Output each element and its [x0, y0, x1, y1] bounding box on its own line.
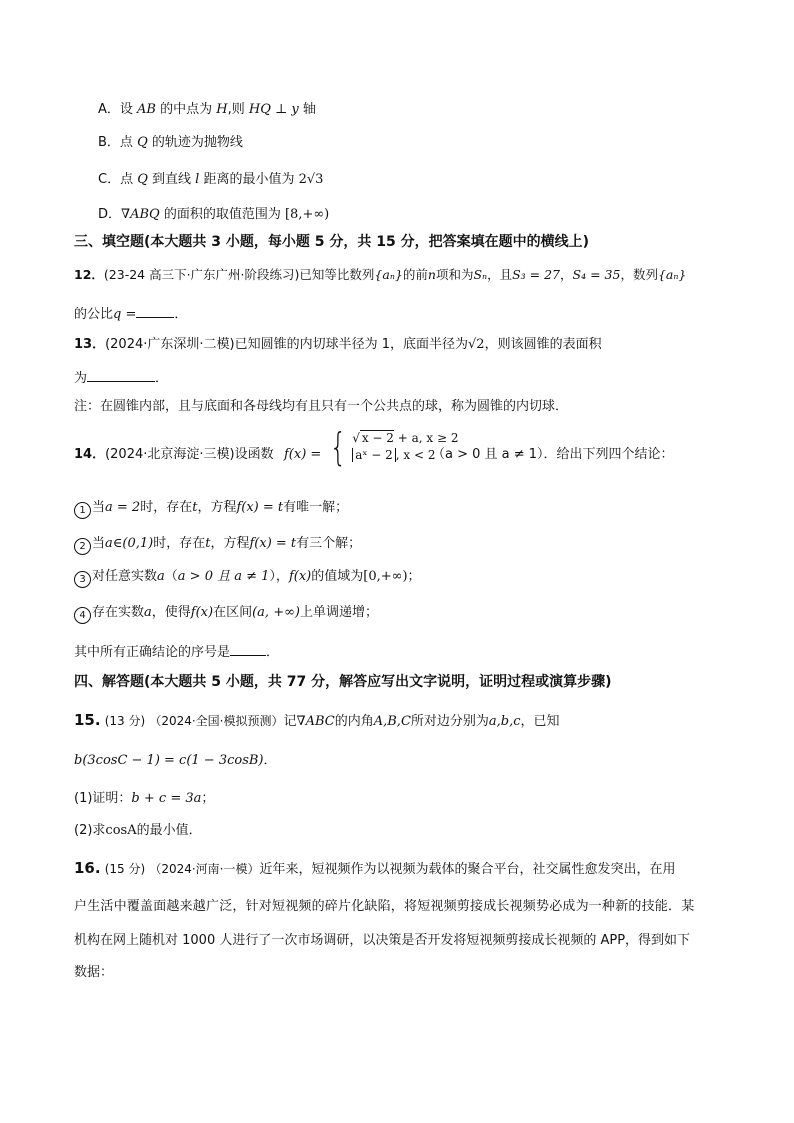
option-b: [98, 134, 243, 152]
text: ．: [263, 753, 277, 768]
function-name: f(x) =: [284, 447, 322, 462]
text: 时，存在: [153, 536, 206, 551]
text: 为: [74, 371, 88, 386]
statement-4: [74, 604, 378, 624]
math: f(x) = t: [236, 500, 284, 515]
option-d: [98, 206, 329, 224]
math: a = 2: [105, 500, 141, 515]
case-condition: , x < 2: [395, 448, 436, 462]
text: 到直线: [147, 172, 196, 187]
case-1: √ x − 2 + a, x ≥ 2: [352, 431, 459, 445]
option-c: [98, 171, 323, 189]
text: 的前: [402, 267, 428, 282]
answer-blank[interactable]: [136, 303, 174, 318]
brace-icon: {: [329, 425, 347, 469]
math: {aₙ}: [374, 267, 403, 282]
text: 的内角: [334, 714, 374, 729]
text: 在区间: [213, 605, 253, 620]
text: 的公比: [74, 307, 114, 322]
math: 2√3: [298, 172, 324, 187]
text: 的最小值．: [136, 823, 202, 838]
text: 项和为: [435, 267, 474, 282]
question-12-line-2: [74, 303, 187, 324]
question-14-ask: [74, 641, 279, 662]
text: 所对边分别为: [410, 714, 489, 729]
text: ,则: [227, 102, 249, 117]
math: a: [157, 569, 165, 584]
answer-blank[interactable]: [230, 641, 266, 656]
math: S₄ = 35: [572, 267, 621, 282]
math: a,b,c: [488, 714, 521, 729]
text: ，数列: [620, 267, 658, 282]
text: 设函数: [234, 447, 274, 462]
option-a: [98, 101, 316, 119]
text: 已知等比数列: [299, 267, 375, 282]
text: 近年来，短视频作为以视频为载体的聚合平台，社交属性愈发突出，在用: [259, 862, 676, 877]
question-number: 15.: [74, 711, 101, 729]
option-label: D．: [98, 207, 122, 222]
math: b + c = 3a: [131, 791, 202, 806]
text: (1)证明：: [74, 791, 132, 806]
question-16-line-4: 数据：: [74, 965, 114, 980]
text: 已知圆锥的内切球半径为 1，底面半径为: [234, 337, 468, 352]
question-source: (23-24 高三下·广东广州·阶段练习): [103, 267, 300, 282]
statement-2: [74, 535, 361, 555]
answer-blank[interactable]: [87, 367, 155, 382]
math: cosA: [105, 823, 137, 838]
math: [0,+∞): [363, 569, 408, 584]
text: ，方程: [197, 500, 237, 515]
math: Q: [137, 135, 148, 150]
text: 上单调递增；: [300, 605, 379, 620]
math: H: [216, 102, 228, 117]
math: [8,+∞): [284, 207, 330, 222]
question-13-line-1: [74, 336, 602, 354]
math: ∇ABQ: [121, 207, 160, 222]
option-label: C．: [98, 172, 121, 187]
math: t: [192, 500, 198, 515]
question-15-part-1: [74, 790, 214, 808]
statement-1: [74, 499, 348, 519]
radicand: x − 2: [361, 431, 394, 445]
text: 对任意实数: [92, 569, 158, 584]
question-number: 16.: [74, 859, 101, 877]
text: 设: [119, 102, 138, 117]
math: a: [144, 605, 152, 620]
text: 有唯一解；: [283, 500, 349, 515]
math: f(x): [190, 605, 214, 620]
question-source: （2024·全国·模拟预测）: [149, 714, 284, 728]
question-number: 12．: [74, 267, 104, 282]
text: （: [164, 569, 178, 584]
math: √2: [468, 337, 485, 352]
text: ．: [174, 307, 188, 322]
question-source: (2024·广东深圳·二模): [105, 337, 235, 352]
math: f(x): [288, 569, 312, 584]
question-16-line-2: 户生活中覆盖面越来越广泛，针对短视频的碎片化缺陷，将短视频剪接成长视频势必成为一种新的技能．某: [74, 899, 695, 914]
text: ．: [266, 645, 280, 660]
text: ，方程: [210, 536, 250, 551]
text: 存在实数: [92, 605, 145, 620]
question-16-line-3: 机构在网上随机对 1000 人进行了一次市场调研，以决策是否开发将短视频剪接成长视频的 APP，得到如下: [74, 933, 691, 948]
text: ，使得: [151, 605, 191, 620]
math: a∈(0,1): [105, 536, 154, 551]
option-label: B．: [98, 135, 120, 150]
text: 的面积的取值范围为: [159, 207, 285, 222]
question-13-note: 注：在圆锥内部，且与底面和各母线均有且只有一个公共点的球，称为圆锥的内切球．: [74, 399, 569, 414]
math: ∇ABC: [296, 714, 335, 729]
math: AB: [137, 102, 156, 117]
math: b(3cosC − 1) = c(1 − 3cosB): [74, 753, 264, 768]
question-16-line-1: [74, 859, 676, 879]
math: HQ ⊥ y: [248, 102, 299, 117]
question-score: (15 分): [104, 862, 146, 876]
question-12-line-1: [74, 266, 686, 284]
circled-number: 3: [74, 571, 91, 588]
question-score: (13 分): [104, 714, 146, 728]
text: (2)求: [74, 823, 106, 838]
text: 有三个解；: [296, 536, 362, 551]
question-14-intro: [74, 446, 274, 464]
text: 点: [120, 172, 138, 187]
question-13-line-2: [74, 367, 168, 388]
math: Sₙ: [473, 267, 488, 282]
math: n: [427, 267, 436, 282]
text: ，则该圆锥的表面积: [484, 337, 602, 352]
question-source: (2024·北京海淀·三模): [105, 447, 235, 462]
text: 的中点为: [156, 102, 217, 117]
text: ，: [560, 267, 573, 282]
math: Q: [137, 172, 148, 187]
math: (a, +∞): [252, 605, 300, 620]
question-15-part-2: [74, 822, 202, 840]
math: f(x) = t: [249, 536, 297, 551]
text: ），: [269, 569, 289, 584]
question-number: 14．: [74, 447, 106, 462]
text: 轴: [298, 102, 316, 117]
question-15-line-1: [74, 711, 560, 731]
text: 的轨迹为抛物线: [147, 135, 243, 150]
math: q =: [113, 307, 137, 322]
text: 当: [92, 500, 106, 515]
question-number: 13．: [74, 337, 106, 352]
math: A,B,C: [373, 714, 411, 729]
question-15-equation: [74, 752, 277, 770]
math: t: [205, 536, 211, 551]
text: 记: [283, 714, 297, 729]
text: ，且: [487, 267, 513, 282]
text: 当: [92, 536, 106, 551]
math: l: [195, 172, 200, 187]
text: ；: [407, 569, 421, 584]
absolute-value: aˣ − 2: [352, 448, 396, 462]
text: ．: [155, 371, 169, 386]
circled-number: 4: [74, 607, 91, 624]
text: ，已知: [520, 714, 560, 729]
math: a > 0 且 a ≠ 1: [177, 569, 270, 584]
text: 距离的最小值为: [199, 172, 299, 187]
circled-number: 1: [74, 502, 91, 519]
math: {aₙ}: [657, 267, 687, 282]
statement-3: [74, 568, 421, 588]
text: 时，存在: [140, 500, 193, 515]
question-14-condition: （a > 0 且 a ≠ 1）．给出下列四个结论：: [432, 447, 674, 462]
option-label: A．: [98, 102, 120, 117]
section-heading-solutions: 四、解答题(本大题共 5 小题，共 77 分，解答应写出文字说明，证明过程或演算步骤): [74, 674, 612, 690]
text: 点: [119, 135, 138, 150]
text: 其中所有正确结论的序号是: [74, 645, 231, 660]
math: S₃ = 27: [512, 267, 561, 282]
text: ；: [201, 791, 215, 806]
question-source: （2024·河南·一模）: [149, 862, 260, 876]
section-heading-fill-in: 三、填空题(本大题共 3 小题，每小题 5 分，共 15 分，把答案填在题中的横线上): [74, 234, 590, 250]
case-condition: + a, x ≥ 2: [397, 431, 459, 445]
text: 的值域为: [311, 569, 364, 584]
circled-number: 2: [74, 538, 91, 555]
